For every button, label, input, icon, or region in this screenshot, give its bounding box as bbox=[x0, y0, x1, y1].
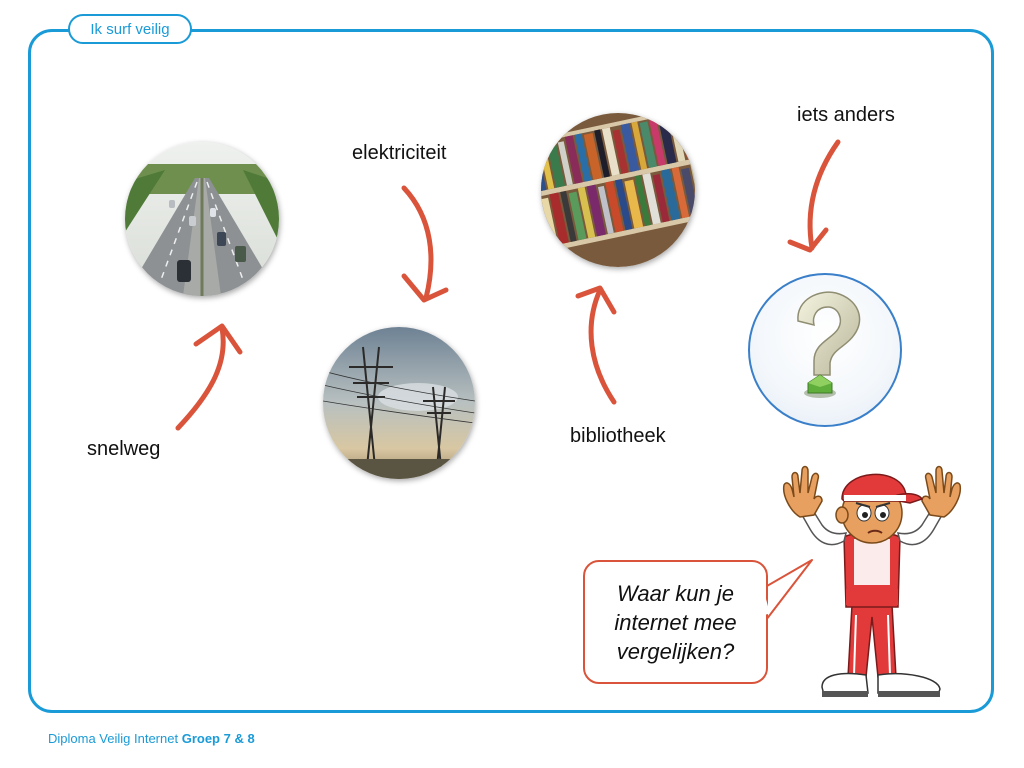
bubble-line: internet mee bbox=[614, 609, 737, 635]
label-snelweg: snelweg bbox=[87, 438, 161, 460]
bubble-line: Waar kun je bbox=[617, 580, 734, 606]
label-bibliotheek: bibliotheek bbox=[570, 425, 666, 447]
label-iets-anders: iets anders bbox=[797, 104, 895, 126]
boy-character bbox=[770, 455, 985, 705]
section-tab: Ik surf veilig bbox=[68, 14, 192, 44]
footer-prefix: Diploma Veilig Internet bbox=[48, 731, 179, 746]
footer-group: Groep 7 & 8 bbox=[181, 731, 255, 746]
footer bbox=[48, 731, 255, 746]
label-elektriciteit: elektriciteit bbox=[352, 142, 447, 164]
bubble-line: vergelijken? bbox=[616, 638, 735, 664]
